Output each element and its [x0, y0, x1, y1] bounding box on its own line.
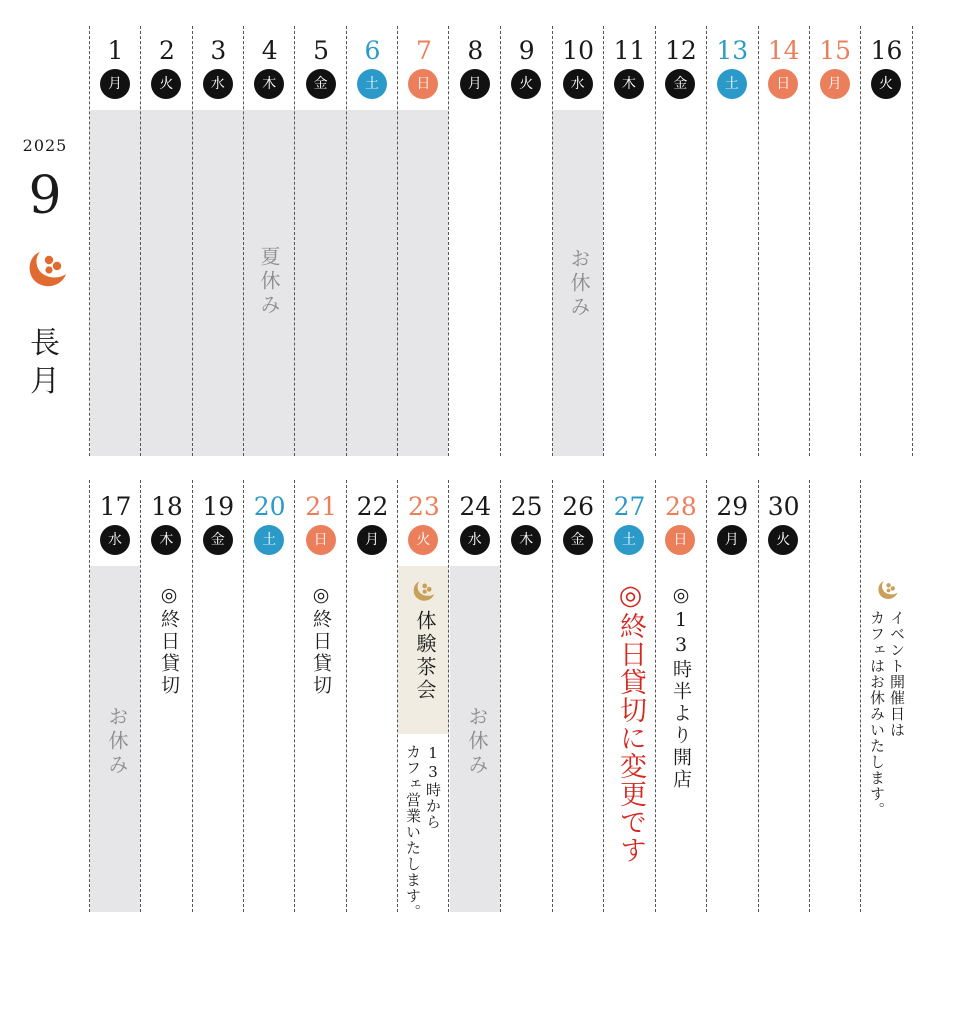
row1-divider — [294, 26, 295, 456]
day-number: 27 — [613, 492, 646, 521]
row2-divider — [192, 480, 193, 912]
legend-line2: カフェはお休みいたします。 — [868, 610, 886, 818]
row2-divider — [89, 480, 90, 912]
weekday-badge: 火 — [408, 525, 438, 555]
day-number: 12 — [664, 36, 697, 65]
weekday-badge: 日 — [768, 69, 798, 99]
weekday-badge: 水 — [460, 525, 490, 555]
day-number: 17 — [99, 492, 132, 521]
weekday-badge: 木 — [151, 525, 181, 555]
row1-divider — [912, 26, 913, 456]
day-number: 11 — [613, 36, 646, 65]
day-number: 3 — [210, 36, 227, 65]
weekday-badge: 金 — [665, 69, 695, 99]
moon-logo-icon — [24, 246, 68, 292]
day-number: 8 — [467, 36, 484, 65]
day-number: 18 — [150, 492, 183, 521]
closed-label-10: お休み — [567, 248, 591, 320]
weekday-badge: 木 — [614, 69, 644, 99]
row1-divider — [448, 26, 449, 456]
row2-divider — [706, 480, 707, 912]
day-number: 25 — [510, 492, 543, 521]
day-number: 5 — [313, 36, 330, 65]
tea-moon-icon — [410, 578, 436, 604]
day-number: 23 — [407, 492, 440, 521]
row1-divider — [552, 26, 553, 456]
weekday-badge: 月 — [820, 69, 850, 99]
row1-divider — [603, 26, 604, 456]
row2-divider — [603, 480, 604, 912]
day-number: 7 — [415, 36, 432, 65]
weekday-badge: 火 — [151, 69, 181, 99]
row1-divider — [706, 26, 707, 456]
day-number: 13 — [716, 36, 749, 65]
day-number: 20 — [253, 492, 286, 521]
day-number: 24 — [459, 492, 492, 521]
row2-divider — [243, 480, 244, 912]
summer-break-label: 夏休み — [257, 246, 281, 318]
weekday-badge: 日 — [306, 525, 336, 555]
row1-divider — [192, 26, 193, 456]
weekday-badge: 月 — [460, 69, 490, 99]
weekday-badge: 月 — [357, 525, 387, 555]
day-number: 21 — [305, 492, 337, 521]
cafe-note-23-line1: 13時から — [424, 744, 442, 830]
month-name-line2: 月 — [30, 364, 60, 399]
row2-divider — [758, 480, 759, 912]
row1-divider — [140, 26, 141, 456]
month-name-line1: 長 — [30, 326, 60, 361]
weekday-badge: 木 — [511, 525, 541, 555]
closed-label-17: お休み — [105, 706, 129, 778]
legend-moon-icon — [875, 578, 899, 602]
weekday-badge: 水 — [203, 69, 233, 99]
day-number: 2 — [158, 36, 175, 65]
day-number: 6 — [364, 36, 381, 65]
row1-divider — [860, 26, 861, 456]
reserved-note-21: ◎終日貸切 — [310, 584, 332, 697]
row1-divider — [655, 26, 656, 456]
weekday-badge: 土 — [717, 69, 747, 99]
day-number: 15 — [819, 36, 851, 65]
day-number: 14 — [767, 36, 800, 65]
row1-divider — [346, 26, 347, 456]
row2-divider — [346, 480, 347, 912]
weekday-badge: 火 — [511, 69, 541, 99]
weekday-badge: 金 — [563, 525, 593, 555]
row2-divider — [294, 480, 295, 912]
row1-divider — [89, 26, 90, 456]
row1-divider — [809, 26, 810, 456]
weekday-badge: 火 — [871, 69, 901, 99]
day-number: 22 — [356, 492, 389, 521]
cafe-note-23-line2: カフェ営業いたします。 — [404, 744, 422, 920]
year-label: 2025 — [22, 136, 68, 155]
day-number: 4 — [261, 36, 278, 65]
open-note-28: ◎13時半より開店 — [670, 584, 692, 791]
row2-divider — [552, 480, 553, 912]
row1-divider — [243, 26, 244, 456]
row1-divider — [500, 26, 501, 456]
day-number: 10 — [562, 36, 594, 65]
reserved-note-18: ◎終日貸切 — [158, 584, 180, 697]
row2-divider — [397, 480, 398, 912]
day-number: 26 — [562, 492, 594, 521]
day-number: 28 — [664, 492, 697, 521]
month-number: 9 — [28, 166, 62, 226]
day-number: 16 — [870, 36, 903, 65]
weekday-badge: 水 — [563, 69, 593, 99]
day-number: 9 — [518, 36, 535, 65]
weekday-badge: 木 — [254, 69, 284, 99]
row2-divider — [500, 480, 501, 912]
legend-line1: イベント開催日は — [888, 610, 906, 738]
row2-divider — [448, 480, 449, 912]
weekday-badge: 土 — [357, 69, 387, 99]
weekday-badge: 水 — [100, 525, 130, 555]
row2-divider — [809, 480, 810, 912]
weekday-badge: 金 — [203, 525, 233, 555]
closed-label-24: お休み — [465, 706, 489, 778]
row2-divider — [140, 480, 141, 912]
row2-divider — [860, 480, 861, 912]
weekday-badge: 日 — [665, 525, 695, 555]
row2-divider — [655, 480, 656, 912]
tea-event-label: 体験茶会 — [413, 610, 437, 702]
weekday-badge: 月 — [717, 525, 747, 555]
change-note-27: ◎終日貸切に変更です — [615, 580, 646, 864]
weekday-badge: 土 — [614, 525, 644, 555]
day-number: 29 — [716, 492, 749, 521]
day-number: 19 — [202, 492, 235, 521]
row1-divider — [397, 26, 398, 456]
day-number: 1 — [107, 36, 124, 65]
weekday-badge: 金 — [306, 69, 336, 99]
weekday-badge: 日 — [408, 69, 438, 99]
weekday-badge: 月 — [100, 69, 130, 99]
month-name — [20, 325, 70, 401]
row1-divider — [758, 26, 759, 456]
day-number: 30 — [767, 492, 800, 521]
weekday-badge: 土 — [254, 525, 284, 555]
weekday-badge: 火 — [768, 525, 798, 555]
